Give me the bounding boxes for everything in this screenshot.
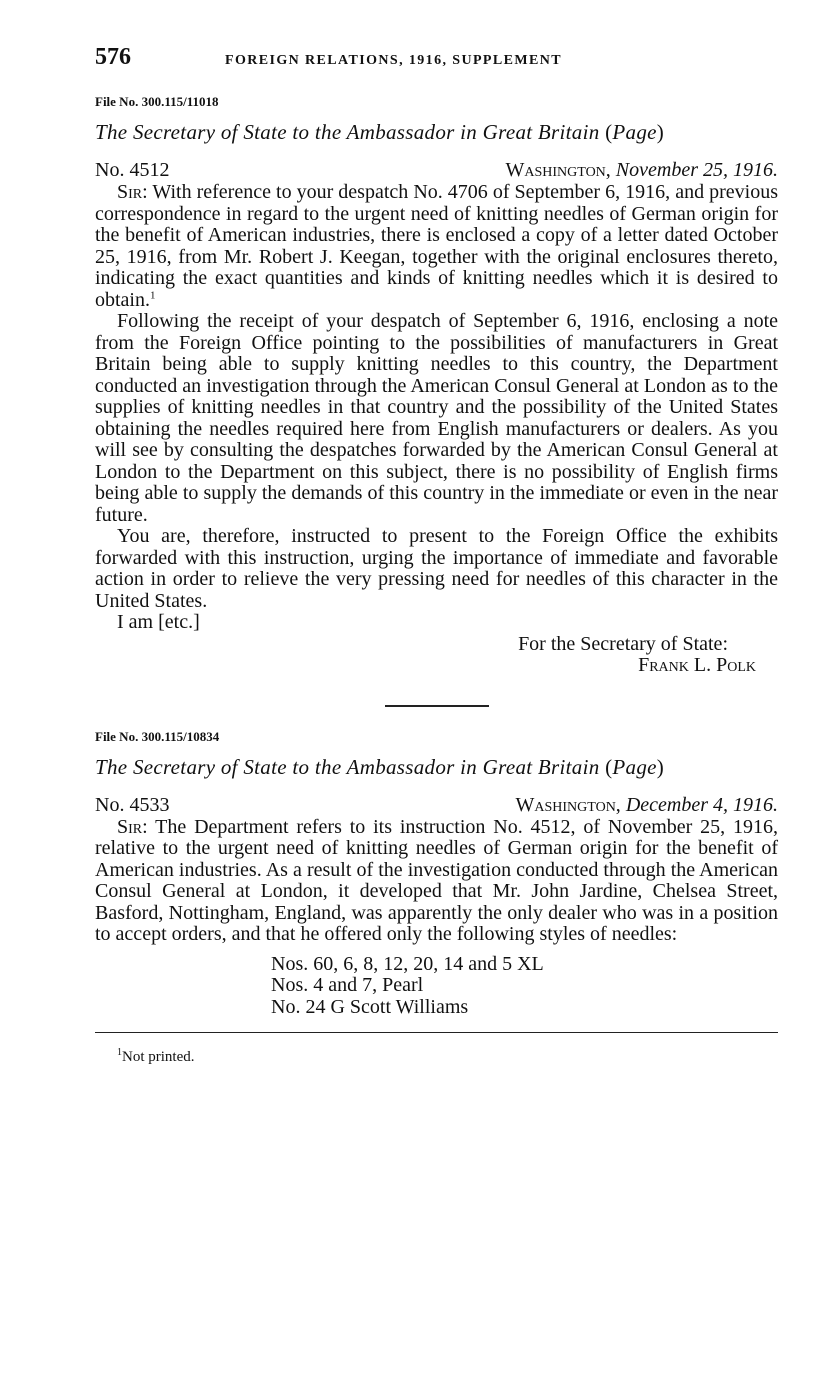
paragraph: Following the receipt of your despatch of September 6, 1916, enclosing a note from the Foreign Office pointing to the possibilities of manufacturers in Great Britain being able to supply knitting needles to this country, the Department conducted an investigation through the American Consul General at London as to the supplies of knitting needles in that country and the possibility of the United States obtaining the needles required here from English manufacturers or dealers. As you will see by consulting the despatches forwarded by the American Consul General at London to the Department on this subject, there is no possibility of English firms being able to supply the demands of this country in the immediate or even in the near future. [95,310,778,526]
dateline [95,159,778,182]
footnote-mark: 1 [117,1047,122,1058]
place: Washington, [515,793,621,816]
file-number: File No. 300.115/11018 [95,94,219,109]
date: November 25, 1916. [615,159,778,181]
list-item: No. 24 G Scott Williams [271,995,469,1018]
closing: For the Secretary of State: [518,632,728,655]
signature: Frank L. Polk [638,654,756,676]
instruction-number: No. 4512 [95,159,170,181]
section-divider [385,705,489,707]
file-number: File No. 300.115/10834 [95,728,220,744]
list-item: Nos. 4 and 7, Pearl [271,974,424,996]
salutation: Sir: [117,181,148,203]
heading-text: The Secretary of State to the Ambassador in Great Britain [95,120,600,144]
paragraph: I am [etc.] [117,611,200,633]
heading-recipient: (Page) [605,754,665,779]
letter-body [95,182,778,634]
document-heading [95,755,778,780]
date: December 4, 1916. [625,793,778,816]
paragraph: Sir: With reference to your despatch No. 4706 of September 6, 1916, and previous correspondence in regard to the urgent need of knitting needles of German origin for the benefit of American industries, there is enclosed a copy of a letter dated October 25, 1916, from Mr. Robert J. Keegan, together with the original enclosures thereto, indicating the exact quantities and kinds of knitting needles which it is desired to obtain.$^1$ [95,181,778,311]
place: Washington, [505,159,611,181]
instruction-number: No. 4533 [95,793,170,816]
list-item: Nos. 60, 6, 8, 12, 20, 14 and 5 XL [271,952,544,975]
letter-body [95,817,778,946]
place-date [506,159,779,182]
heading-recipient: (Page) [605,120,665,144]
footnote-ref: 1 [150,288,156,301]
dateline [95,794,778,817]
document-heading [95,120,778,145]
document-page [95,44,778,1066]
needle-styles-list [95,954,778,1019]
paragraph: You are, therefore, instructed to present to the Foreign Office the exhibits forwarded with this instruction, urging the importance of immediate and favorable action in order to relieve the very pressing need for needles of this character in the United States. [95,525,778,612]
footnote [95,1047,778,1066]
salutation: Sir: [117,815,148,838]
footnote-rule [95,1032,778,1033]
place-date [516,794,778,817]
running-title: FOREIGN RELATIONS, 1916, SUPPLEMENT [225,53,562,68]
heading-text: The Secretary of State to the Ambassador in Great Britain [95,754,600,779]
footnote-text: Not printed. [122,1049,195,1065]
page-number: 576 [95,44,131,70]
paragraph: Sir: The Department refers to its instruction No. 4512, of November 25, 1916, relative to the urgent need of knitting needles of German origin for the benefit of American industries. As a result of the investigation conducted through the American Consul General at London, it developed that Mr. John Jardine, Chelsea Street, Basford, Nottingham, England, was apparently the only dealer who was in a position to accept orders, and that he offered only the following styles of needles: [95,815,778,945]
running-head [95,44,778,84]
